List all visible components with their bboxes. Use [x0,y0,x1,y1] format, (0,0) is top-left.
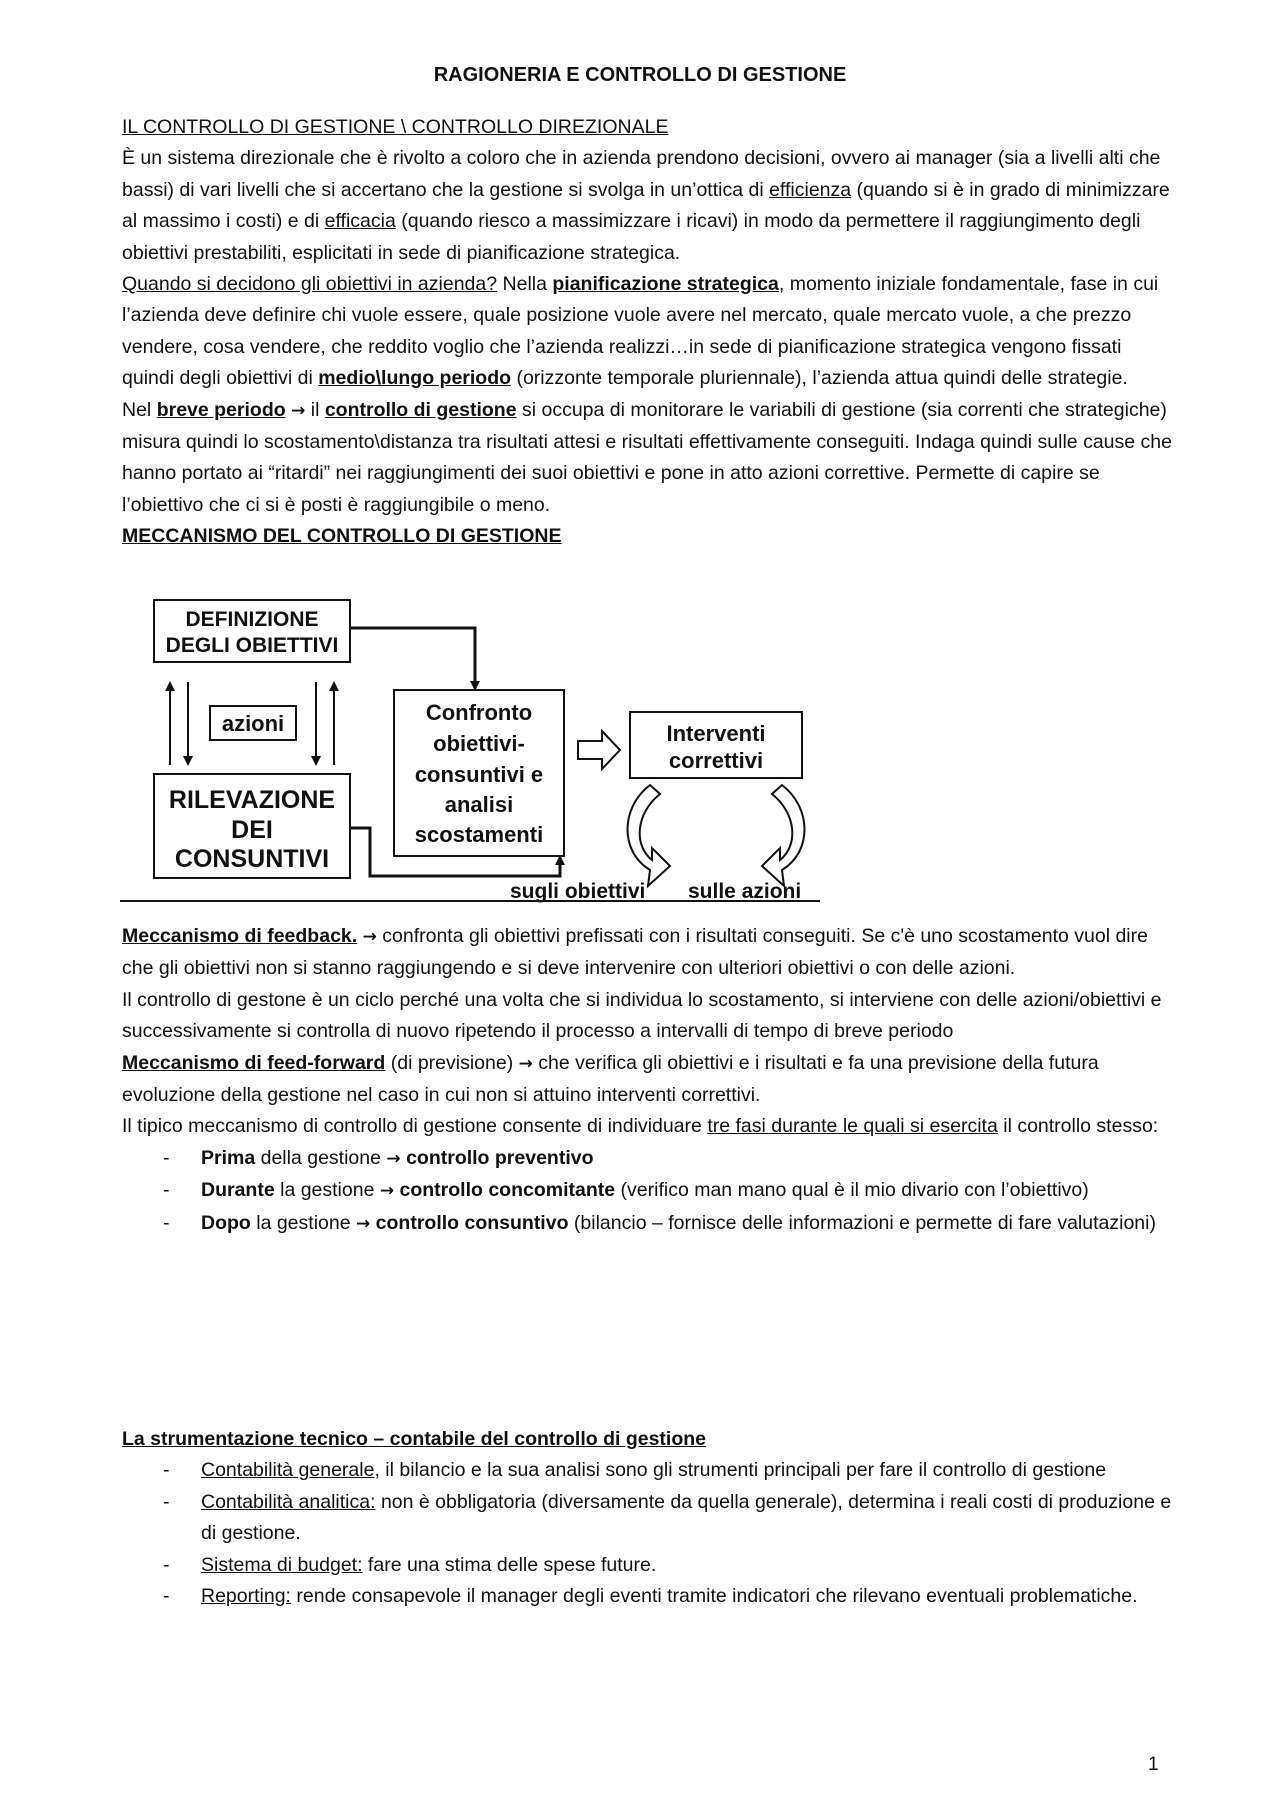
azioni-label: azioni [221,711,285,736]
paragraph-feedforward: Meccanismo di feed-forward (di previsione) → che verifica gli obiettivi e i risultati e fa una previsione della futura evoluzione della gestione nel caso in cui non si attuino interventi correttivi. [122,1051,1099,1107]
confronto-label-3: consuntivi e [414,762,544,787]
list-item: - Sistema di budget: fare una stima delle spese future. [122,1550,1172,1581]
list-item: - Dopo la gestione → controllo consuntivo (bilancio – fornisce delle informazioni e permette di fare valutazioni) [122,1208,1172,1240]
confronto-label-1: Confronto [425,700,533,725]
paragraph-breve-periodo: Nel breve periodo → il controllo di gestione si occupa di monitorare le variabili di gestione (sia correnti che strategiche) misura quindi lo scostamento\distanza tra risultati attesi e risultati effettivamente conseguiti. Indaga quindi sulle cause che hanno portato ai “ritardi” nei raggiungimenti dei suoi obiettivi e pone in atto azioni correttive. Permette di capire se l’obiettivo che ci si è posti è raggiungibile o meno. [122,398,1172,516]
curved-arrow-left-icon [628,785,671,886]
interventi-label-1: Interventi [666,721,766,746]
label-sulle-azioni: sulle azioni [688,880,802,903]
term-breve-periodo: breve periodo [156,398,286,421]
section-strumentazione [122,1424,1172,1612]
question-text: Quando si decidono gli obiettivi in azienda? [122,273,498,296]
list-item: - Contabilità analitica: non è obbligatoria (diversamente da quella generale), determina i reali costi di produzione e di gestione. [122,1487,1172,1550]
page-number: 1 [1148,1754,1159,1775]
feedback-heading: Meccanismo di feedback. [122,925,358,947]
term-tre-fasi: tre fasi durante le quali si esercita [707,1115,998,1138]
page-title: RAGIONERIA E CONTROLLO DI GESTIONE [433,64,847,86]
paragraph-pianificazione: Quando si decidono gli obiettivi in azienda? Nella pianificazione strategica, momento iniziale fondamentale, fase in cui l’azienda deve definire chi vuole essere, quale posizione vuole avere nel mercato, quale mercato vuole, a che prezzo vendere, cosa vendere, che reddito voglio che l’azienda realizzi…in sede di pianificazione strategica vengono fissati quindi degli obiettivi di medio\lungo periodo (orizzonte temporale pluriennale), l’azienda attua quindi delle strategie. [122,273,1159,390]
meccanismo-heading: MECCANISMO DEL CONTROLLO DI GESTIONE [122,525,562,548]
control-cycle-diagram [120,590,840,920]
arrow-right-icon: → [386,1148,401,1169]
list-item: - Durante la gestione → controllo concomitante (verifico man mano qual è il mio divario con l’obiettivo) [122,1175,1172,1207]
rilevazione-label-3: CONSUNTIVI [174,845,330,873]
confronto-label-5: scostamenti [414,822,544,847]
arrow-right-icon: → [362,927,377,947]
list-item: - Contabilità generale, il bilancio e la sua analisi sono gli strumenti principali per fare il controllo di gestione [122,1455,1172,1486]
section-controllo-di-gestione [122,112,1172,553]
paragraph-ciclo: Il controllo di gestone è un ciclo perché una volta che si individua lo scostamento, si interviene con delle azioni/obiettivi e successivamente si controlla di nuovo ripetendo il processo a intervalli di tempo di breve periodo [122,988,1162,1043]
list-item: - Prima della gestione → controllo preventivo [122,1143,1172,1175]
feedforward-heading: Meccanismo di feed-forward [122,1051,386,1074]
confronto-label-2: obiettivi- [433,731,525,756]
arrow-right-icon: → [355,1213,371,1234]
interventi-label-2: correttivi [668,748,764,773]
definizione-label-1: DEFINIZIONE [185,608,319,631]
arrow-right-icon: → [379,1181,395,1202]
definizione-label-2: DEGLI OBIETTIVI [165,634,339,657]
confronto-label-4: analisi [444,792,514,817]
section-meccanismi [122,921,1172,1240]
term-periodo: medio\lungo periodo [318,367,512,390]
label-sugli-obiettivi: sugli obiettivi [510,880,646,903]
term-efficacia: efficacia [324,210,396,233]
list-item: - Reporting: rende consapevole il manager degli eventi tramite indicatori che rilevano eventuali problematiche. [122,1581,1172,1612]
arrow-right-icon: → [518,1053,533,1074]
section-heading: IL CONTROLLO DI GESTIONE \ CONTROLLO DIREZIONALE [122,116,669,138]
phases-list [122,1143,1172,1240]
paragraph-definition: È un sistema direzionale che è rivolto a coloro che in azienda prendono decisioni, ovvero ai manager (sia a livelli alti che bassi) di vari livelli che si accertano che la gestione si svolga in un’ottica di efficienza (quando si è in grado di minimizzare al massimo i costi) e di efficacia (quando riesco a massimizzare i ricavi) in modo da permettere il raggiungimento degli obiettivi prestabiliti, esplicitati in sede di pianificazione strategica. [122,147,1170,264]
term-pianificazione: pianificazione strategica [552,273,779,296]
term-controllo: controllo di gestione [324,398,517,421]
paragraph-fasi: Il tipico meccanismo di controllo di gestione consente di individuare tre fasi durante le quali si esercita il controllo stesso: [122,1115,1159,1138]
hollow-arrow-icon [578,731,620,769]
rilevazione-label-1: RILEVAZIONE [168,786,336,814]
arrow-right-icon: → [291,400,306,421]
strumentazione-heading: La strumentazione tecnico – contabile del controllo di gestione [122,1428,707,1450]
rilevazione-label-2: DEI [231,816,273,844]
paragraph-feedback: Meccanismo di feedback. → confronta gli obiettivi prefissati con i risultati conseguiti. Se c'è uno scostamento vuol dire che gli obiettivi non si stanno raggiungendo e si deve intervenire con ulteriori obiettivi o con delle azioni. [122,925,1148,980]
tools-list [122,1455,1172,1612]
term-efficienza: efficienza [769,178,852,201]
curved-arrow-right-icon [762,785,805,886]
